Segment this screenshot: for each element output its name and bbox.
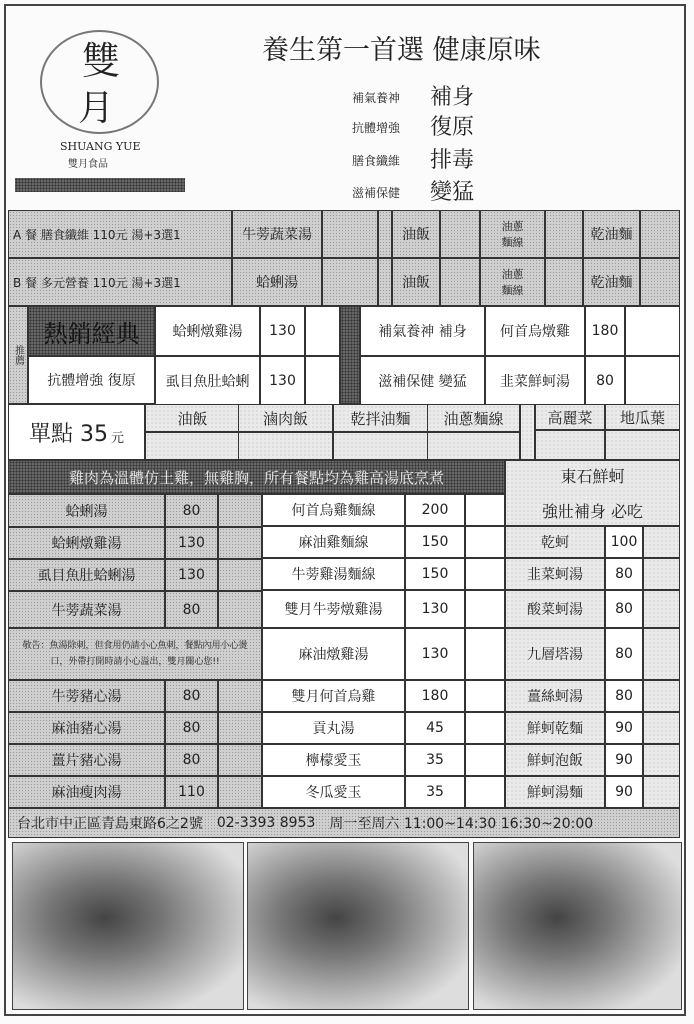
menu-item-price: 80 (165, 591, 218, 628)
warning-note: 敬告：魚湯除刺，但食用仍請小心魚刺，餐點內用小心燙口，外帶打開時請小心溢出，雙月關心您!! (8, 628, 262, 680)
menu-item-name: 檸檬愛玉 (262, 744, 405, 776)
cell (643, 680, 680, 712)
menu-item-price: 45 (405, 712, 465, 744)
single-item: 滷肉飯 (238, 404, 333, 432)
menu-item-price: 35 (405, 744, 465, 776)
cell (322, 210, 378, 258)
tagline-small: 補氣養神 (352, 91, 401, 105)
menu-item-name: 鮮蚵泡飯 (505, 744, 605, 776)
hot-subtitle: 抗體增強 復原 (28, 356, 155, 404)
hot-item-price: 80 (585, 356, 625, 406)
hot-title: 熱銷經典 (28, 306, 155, 356)
oyster-header (505, 460, 680, 526)
cell (378, 210, 392, 258)
menu-page: 雙 月 SHUANG YUE 雙月食品 養生第一首選 健康原味 補氣養神 補身 抗體增強 復原 膳食纖維 排毒 滋補保健 變猛 A 餐 膳食纖維 110元 湯+3選1 牛蒡蔬菜湯 油飯 油蔥 麵線 乾油麵 B 餐 多元營養 110元 湯+3選1 蛤蜊湯 油飯 油蔥 麵線 乾油麵 推薦 熱銷經典 抗體增強 復原 蛤蜊燉雞湯 130 補氣養神 補身 何首烏燉雞 180 虱目魚肚蛤蜊 130 滋補保健 變猛 韭菜鮮蚵湯 80 單點 35 元 油飯 滷肉飯 乾拌油麵 油蔥麵線 高麗菜 地瓜葉 雞肉為溫體仿土雞，無雞胸，所有餐點均為雞高湯底烹煮 東石鮮蚵 強壯補身 必吃 蛤蜊湯 80 蛤蜊燉雞湯 130 虱目魚肚蛤蜊湯 130 牛蒡蔬菜湯 80 牛蒡豬心湯 80 麻油豬心湯 80 薑片豬心湯 80 麻油瘦肉湯 110 敬告：魚湯除刺，但食用仍請小心魚刺，餐點內用小心燙口，外帶打開時請小心溢出，雙月關心您!! 何首烏雞麵線 200 麻油雞麵線 150 牛蒡雞湯麵線 150 雙月牛蒡燉雞湯 130 麻油燉雞湯 130 雙月何首烏雞 180 貢丸湯 45 檸檬愛玉 35 冬瓜愛玉 35 乾蚵 100 韭菜蚵湯 80 酸菜蚵湯 80 九層塔湯 80 薑絲蚵湯 80 鮮蚵乾麵 90 鮮蚵泡飯 90 鮮蚵湯麵 90 台北市中正區青島東路6之2號 02-3393 8953 周一至周六 11:00~14:30 16:30~20:00 (0, 0, 694, 1024)
option-line: 麵線 (501, 284, 524, 297)
option-line: 麵線 (501, 236, 524, 249)
menu-item-price: 130 (405, 590, 465, 628)
cell (625, 356, 680, 406)
phone: 02-3393 8953 (216, 815, 316, 831)
photo-oyster-dish (473, 842, 682, 1010)
single-veg: 地瓜葉 (605, 404, 680, 430)
tagline-big: 變猛 (430, 180, 475, 205)
menu-item-price: 130 (405, 628, 465, 680)
menu-item-name: 韭菜蚵湯 (505, 558, 605, 590)
menu-item-name: 雙月牛蒡燉雞湯 (262, 590, 405, 628)
cell (535, 430, 605, 460)
hot-tag: 推薦 (8, 306, 28, 404)
cell (333, 432, 428, 460)
single-label (8, 404, 145, 460)
cell (465, 558, 505, 590)
footer (8, 808, 680, 838)
single-item: 乾拌油麵 (333, 404, 428, 432)
menu-item-name: 蛤蜊燉雞湯 (8, 527, 165, 559)
set-option: 油飯 (392, 258, 440, 306)
tagline-big: 復原 (430, 115, 475, 140)
menu-item-price: 130 (165, 527, 218, 559)
tagline-small: 膳食纖維 (352, 154, 401, 168)
menu-item-name: 雙月何首烏雞 (262, 680, 405, 712)
cell (218, 559, 262, 591)
menu-item-price: 80 (605, 558, 643, 590)
menu-item-name: 麻油燉雞湯 (262, 628, 405, 680)
menu-item-price: 80 (605, 590, 643, 628)
hot-item-name: 何首烏燉雞 (485, 306, 585, 356)
photo-chicken-soup (247, 842, 469, 1010)
cell (305, 306, 340, 356)
option-line: 油蔥 (501, 220, 524, 233)
menu-item-price: 80 (165, 680, 218, 712)
cell (643, 744, 680, 776)
hot-item-name: 韭菜鮮蚵湯 (485, 356, 585, 406)
cell (643, 776, 680, 808)
menu-item-price: 150 (405, 558, 465, 590)
cell (640, 210, 680, 258)
single-item: 油蔥麵線 (427, 404, 520, 432)
brand-zh: 雙月食品 (68, 159, 108, 170)
tagline-small: 滋補保健 (352, 186, 401, 200)
menu-item-name: 麻油雞麵線 (262, 526, 405, 558)
oyster-slogan: 強壯補身 必吃 (541, 502, 644, 521)
menu-item-name: 麻油瘦肉湯 (8, 776, 165, 808)
cell (378, 258, 392, 306)
tagline-small: 抗體增強 (352, 121, 401, 135)
cell (465, 744, 505, 776)
menu-item-price: 90 (605, 712, 643, 744)
cell (465, 526, 505, 558)
single-unit: 元 (110, 430, 124, 446)
cell (643, 628, 680, 680)
cell (218, 494, 262, 527)
cell (440, 210, 480, 258)
hot-item-price: 180 (585, 306, 625, 356)
menu-item-name: 蛤蜊湯 (8, 494, 165, 527)
menu-item-price: 100 (605, 526, 643, 558)
hot-label: 補氣養神 補身 (360, 306, 485, 356)
cell (218, 591, 262, 628)
headline: 養生第一首選 健康原味 (262, 35, 541, 66)
menu-item-name: 麻油豬心湯 (8, 712, 165, 744)
cell (625, 306, 680, 356)
cell (322, 258, 378, 306)
set-label: A 餐 膳食纖維 110元 湯+3選1 (8, 210, 232, 258)
menu-item-name: 虱目魚肚蛤蜊湯 (8, 559, 165, 591)
cell (643, 712, 680, 744)
cell (465, 494, 505, 526)
cell (218, 680, 262, 712)
set-label: B 餐 多元營養 110元 湯+3選1 (8, 258, 232, 306)
menu-item-name: 薑片豬心湯 (8, 744, 165, 776)
menu-item-name: 鮮蚵湯麵 (505, 776, 605, 808)
menu-item-name: 酸菜蚵湯 (505, 590, 605, 628)
menu-item-name: 乾蚵 (505, 526, 605, 558)
menu-item-name: 冬瓜愛玉 (262, 776, 405, 808)
set-option (480, 258, 545, 306)
menu-item-name: 何首烏雞麵線 (262, 494, 405, 526)
notice-bar: 雞肉為溫體仿土雞，無雞胸，所有餐點均為雞高湯底烹煮 (8, 460, 505, 494)
cell (218, 776, 262, 808)
cell (305, 356, 340, 406)
cell (643, 526, 680, 558)
cell (643, 558, 680, 590)
cell (545, 210, 583, 258)
cell (218, 744, 262, 776)
menu-item-price: 130 (165, 559, 218, 591)
menu-item-price: 110 (165, 776, 218, 808)
menu-item-price: 150 (405, 526, 465, 558)
menu-item-name: 貢丸湯 (262, 712, 405, 744)
menu-item-price: 80 (165, 744, 218, 776)
cell (465, 712, 505, 744)
single-price: 單點 35 (28, 421, 108, 447)
hot-item-price: 130 (260, 306, 305, 356)
menu-item-price: 90 (605, 776, 643, 808)
hours: 周一至周六 11:00~14:30 16:30~20:00 (329, 816, 594, 832)
menu-item-price: 80 (605, 680, 643, 712)
brand-en: SHUANG YUE (60, 140, 141, 153)
cell (545, 258, 583, 306)
set-soup: 牛蒡蔬菜湯 (232, 210, 322, 258)
menu-item-price: 80 (605, 628, 643, 680)
menu-item-price: 35 (405, 776, 465, 808)
menu-item-price: 80 (165, 494, 218, 527)
cell (340, 306, 360, 404)
cell (440, 258, 480, 306)
cell (465, 776, 505, 808)
set-soup: 蛤蜊湯 (232, 258, 322, 306)
hot-item-name: 虱目魚肚蛤蜊 (155, 356, 260, 406)
menu-item-name: 牛蒡蔬菜湯 (8, 591, 165, 628)
set-option: 乾油麵 (583, 210, 640, 258)
tagline-big: 排毒 (430, 148, 475, 173)
cell (145, 432, 240, 460)
cell (427, 432, 520, 460)
hot-item-price: 130 (260, 356, 305, 406)
cell (640, 258, 680, 306)
menu-item-price: 200 (405, 494, 465, 526)
cell (605, 430, 680, 460)
menu-item-name: 牛蒡雞湯麵線 (262, 558, 405, 590)
hot-label: 滋補保健 變猛 (360, 356, 485, 406)
set-option: 油飯 (392, 210, 440, 258)
hot-item-name: 蛤蜊燉雞湯 (155, 306, 260, 356)
cell (238, 432, 333, 460)
cell (643, 590, 680, 628)
address: 台北市中正區青島東路6之2號 (17, 816, 203, 832)
cell (520, 404, 535, 460)
single-veg: 高麗菜 (535, 404, 605, 430)
cell (465, 590, 505, 628)
menu-item-price: 180 (405, 680, 465, 712)
menu-item-name: 牛蒡豬心湯 (8, 680, 165, 712)
set-option: 乾油麵 (583, 258, 640, 306)
single-item: 油飯 (145, 404, 240, 432)
cell (218, 712, 262, 744)
menu-item-price: 90 (605, 744, 643, 776)
cell (465, 680, 505, 712)
option-line: 油蔥 (501, 268, 524, 281)
set-option (480, 210, 545, 258)
menu-item-price: 80 (165, 712, 218, 744)
cell (218, 527, 262, 559)
oyster-title: 東石鮮蚵 (560, 467, 625, 486)
menu-item-name: 薑絲蚵湯 (505, 680, 605, 712)
menu-item-name: 九層塔湯 (505, 628, 605, 680)
cell (465, 628, 505, 680)
menu-item-name: 鮮蚵乾麵 (505, 712, 605, 744)
tagline-big: 補身 (430, 85, 475, 110)
photo-clam-soup (12, 842, 244, 1010)
